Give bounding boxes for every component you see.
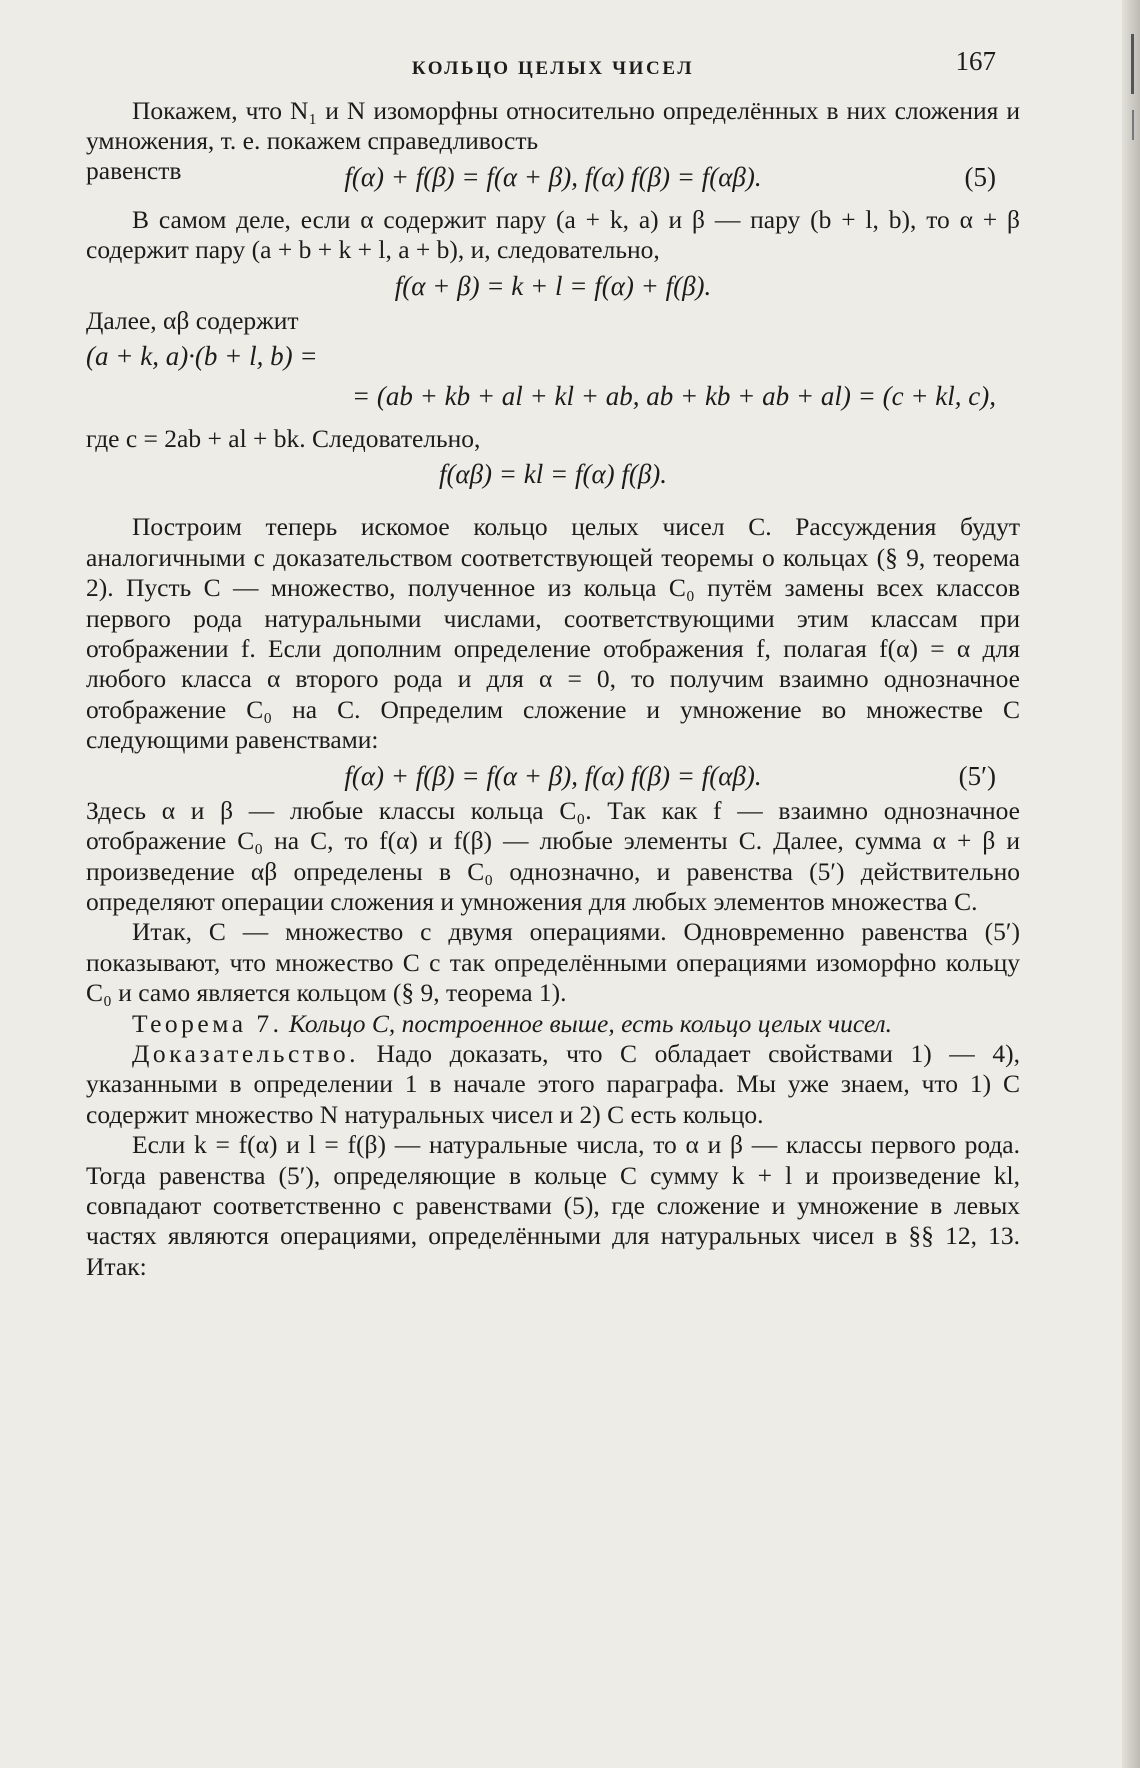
formula-body: f(αβ) = kl = f(α) f(β). <box>438 459 668 490</box>
paragraph: Построим теперь искомое кольцо целых чисел C. Рассуждения будут аналогичными с доказательством соответствующей теоремы о кольцах (§ 9, теорема 2). Пусть C — множество, полученное из кольца C₀ путём замены всех классов первого рода натуральными числами, соответствующими этим классам при отображении f. Если дополним определение отображения f, полагая f(α) = α для любого класса α второго рода и для α = 0, то получим взаимно однозначное отображение C₀ на C. Определим сложение и умножение во множестве C следующими равенствами: <box>86 512 1020 755</box>
book-page <box>86 40 1020 1282</box>
paragraph: где c = 2ab + al + bk. Следовательно, <box>86 424 481 454</box>
proof-paragraph <box>86 1039 1020 1130</box>
formula-body: f(α) + f(β) = f(α + β), f(α) f(β) = f(αβ). <box>344 760 762 791</box>
page-number: 167 <box>955 46 996 76</box>
formula-lead-word: равенств <box>86 155 182 185</box>
paragraph: В самом деле, если α содержит пару (a + k, a) и β — пару (b + l, b), то α + β содержит пару (a + b + k + l, a + b), и, следовательно, <box>86 204 1020 265</box>
proof-label: Доказательство. <box>132 1038 359 1068</box>
paragraph: Здесь α и β — любые классы кольца C₀. Так как f — взаимно однозначное отображение C₀ на C, то f(α) и f(β) — любые элементы C. Далее, сумма α + β и произведение αβ определены в C₀ однозначно, и равенства (5′) действительно определяют операции сложения и умножения для любых элементов множества C. <box>86 795 1020 916</box>
formula-product-result <box>86 454 1020 494</box>
formula-body: (a + k, a)·(b + l, b) = <box>86 341 318 372</box>
theorem-statement: Кольцо C, построенное выше, есть кольцо целых чисел. <box>288 1008 893 1038</box>
binding-mark <box>1131 34 1134 94</box>
binding-mark <box>1132 110 1134 140</box>
equation-label: (5′) <box>958 760 996 791</box>
paragraph: Если k = f(α) и l = f(β) — натуральные числа, то α и β — классы первого рода. Тогда равенства (5′), определяющие в кольце C сумму k + l и произведение kl, совпадают соответственно с равенствами (5), где сложение и умножение в левых частях являются операциями, определёнными для натуральных чисел в §§ 12, 13. Итак: <box>86 1130 1020 1281</box>
page-header <box>86 40 1020 96</box>
formula-product-line1 <box>86 336 1020 376</box>
formula-5 <box>86 157 1020 197</box>
formula-body: = (ab + kb + al + kl + ab, ab + kb + ab + al) = (c + kl, c), <box>351 381 996 412</box>
running-title: КОЛЬЦО ЦЕЛЫХ ЧИСЕЛ <box>411 58 695 79</box>
formula-sum <box>86 266 1020 306</box>
theorem-paragraph <box>86 1009 1020 1039</box>
paragraph: Итак, C — множество с двумя операциями. Одновременно равенства (5′) показывают, что множество C с так определёнными операциями изоморфно кольцу C₀ и само является кольцом (§ 9, теорема 1). <box>86 917 1020 1008</box>
formula-product-line2 <box>86 376 1020 416</box>
proof-text: Надо доказать, что C обладает свойствами 1) — 4), указанными в определении 1 в начале этого параграфа. Мы уже знаем, что 1) C содержит множество N натуральных чисел и 2) C есть кольцо. <box>86 1038 1020 1129</box>
formula-body: f(α + β) = k + l = f(α) + f(β). <box>394 270 712 301</box>
paragraph: Покажем, что N₁ и N изоморфны относительно определённых в них сложения и умножения, т. е. покажем справедливость <box>86 96 1020 156</box>
paragraph: Далее, αβ содержит <box>86 305 299 335</box>
equation-label: (5) <box>964 161 996 192</box>
formula-5-prime <box>86 756 1020 796</box>
page-edge-shadow <box>1122 0 1140 1768</box>
formula-body: f(α) + f(β) = f(α + β), f(α) f(β) = f(αβ). <box>344 161 762 192</box>
theorem-label: Теорема 7. <box>132 1008 283 1038</box>
